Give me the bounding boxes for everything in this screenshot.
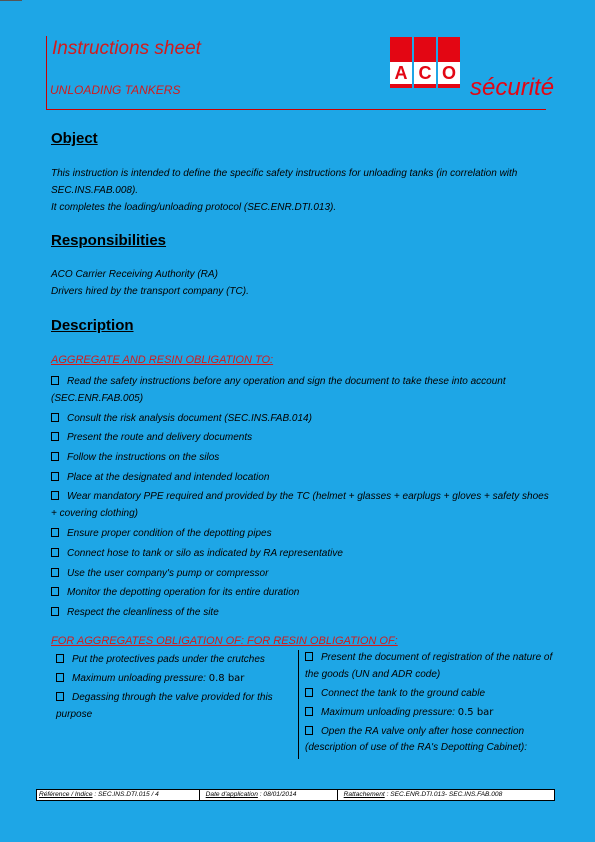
checklist-item: Ensure proper condition of the depotting pipes [51,525,551,542]
logo-box-c: C [414,37,436,88]
checkbox[interactable] [51,452,59,461]
checklist-item: Use the user company's pump or compressor [51,565,551,582]
checklist-item: Follow the instructions on the silos [51,449,551,466]
responsibilities-heading: Responsibilities [51,232,167,249]
resin-item: Connect the tank to the ground cable [305,686,557,703]
footer-attachment: Rattachement : SEC.ENR.DTI.013- SEC.INS.FAB.008 [343,791,503,798]
checkbox[interactable] [305,707,313,716]
header-left-rule [46,36,47,110]
checklist-item: Consult the risk analysis document (SEC.INS.FAB.014) [51,410,551,427]
logo-box-a: A [390,37,412,88]
checkbox[interactable] [305,652,313,661]
checkbox[interactable] [51,607,59,616]
corner-mark [0,0,22,3]
checklist-item: Respect the cleanliness of the site [51,604,551,621]
aco-logo [390,37,462,88]
checkbox[interactable] [51,432,59,441]
resin-item: Maximum unloading pressure: 0.5 bar [305,705,557,722]
checklist-item: Read the safety instructions before any operation and sign the document to take these into account (SEC.ENR.FAB.005) [51,376,506,404]
aggregates-column [56,652,292,726]
responsibilities-text [51,266,551,300]
checkbox[interactable] [51,472,59,481]
checklist-item: Connect hose to tank or silo as indicated by RA representative [51,545,551,562]
checkbox[interactable] [51,491,59,500]
checkbox[interactable] [51,376,59,385]
responsibilities-line-2: Drivers hired by the transport company (TC). [51,286,249,297]
aggregates-item: Degassing through the valve provided for this purpose [56,692,273,720]
checklist-item: Present the route and delivery documents [51,429,551,446]
object-text [51,165,551,216]
document-title: Instructions sheet [52,38,201,59]
checklist-item: Monitor the depotting operation for its entire duration [51,584,551,601]
checkbox[interactable] [56,673,64,682]
aggregates-item: Put the protectives pads under the crutches [56,652,292,669]
checkbox[interactable] [51,548,59,557]
checkbox[interactable] [56,654,64,663]
document-subtitle: UNLOADING TANKERS [50,83,181,97]
checkbox[interactable] [51,413,59,422]
aggregate-resin-heading: AGGREGATE AND RESIN OBLIGATION TO: [51,354,274,366]
document-header [46,36,555,110]
object-line-1: This instruction is intended to define the specific safety instructions for unloading tanks (in correlation with SEC.INS.FAB.008). [51,168,518,196]
checklist-item: Wear mandatory PPE required and provided by the TC (helmet + glasses + earplugs + gloves + safety shoes + covering clothing) [51,491,549,520]
logo-box-o: O [438,37,460,88]
header-bottom-rule [46,109,546,110]
columns-heading: FOR AGGREGATES OBLIGATION OF: FOR RESIN OBLIGATION OF: [51,635,398,647]
logo-tagline: sécurité [470,74,555,101]
checkbox[interactable] [305,688,313,697]
responsibilities-line-1: ACO Carrier Receiving Authority (RA) [51,269,218,280]
footer-reference: Référence / Indice : SEC.INS.DTI.015 / 4 [37,790,200,800]
resin-item: Open the RA valve only after hose connection (description of use of the RA's Depotting Cabinet): [305,725,528,754]
object-heading: Object [51,130,98,147]
document-footer [36,789,555,801]
obligation-checklist [51,373,551,624]
checkbox[interactable] [51,528,59,537]
checkbox[interactable] [51,568,59,577]
description-heading: Description [51,317,134,334]
aggregates-pressure-value: 0.8 bar [208,673,245,685]
object-line-2: It completes the loading/unloading protocol (SEC.ENR.DTI.013). [51,202,337,213]
checklist-item: Place at the designated and intended location [51,469,551,486]
resin-item: Present the document of registration of the nature of the goods (UN and ADR code) [305,652,553,680]
checkbox[interactable] [51,587,59,596]
resin-column [298,650,557,759]
resin-pressure-value: 0.5 bar [457,706,494,718]
checkbox[interactable] [305,726,313,735]
aggregates-item: Maximum unloading pressure: 0.8 bar [56,671,292,688]
footer-date: Date d'application : 08/01/2014 [200,790,338,800]
checkbox[interactable] [56,692,64,701]
